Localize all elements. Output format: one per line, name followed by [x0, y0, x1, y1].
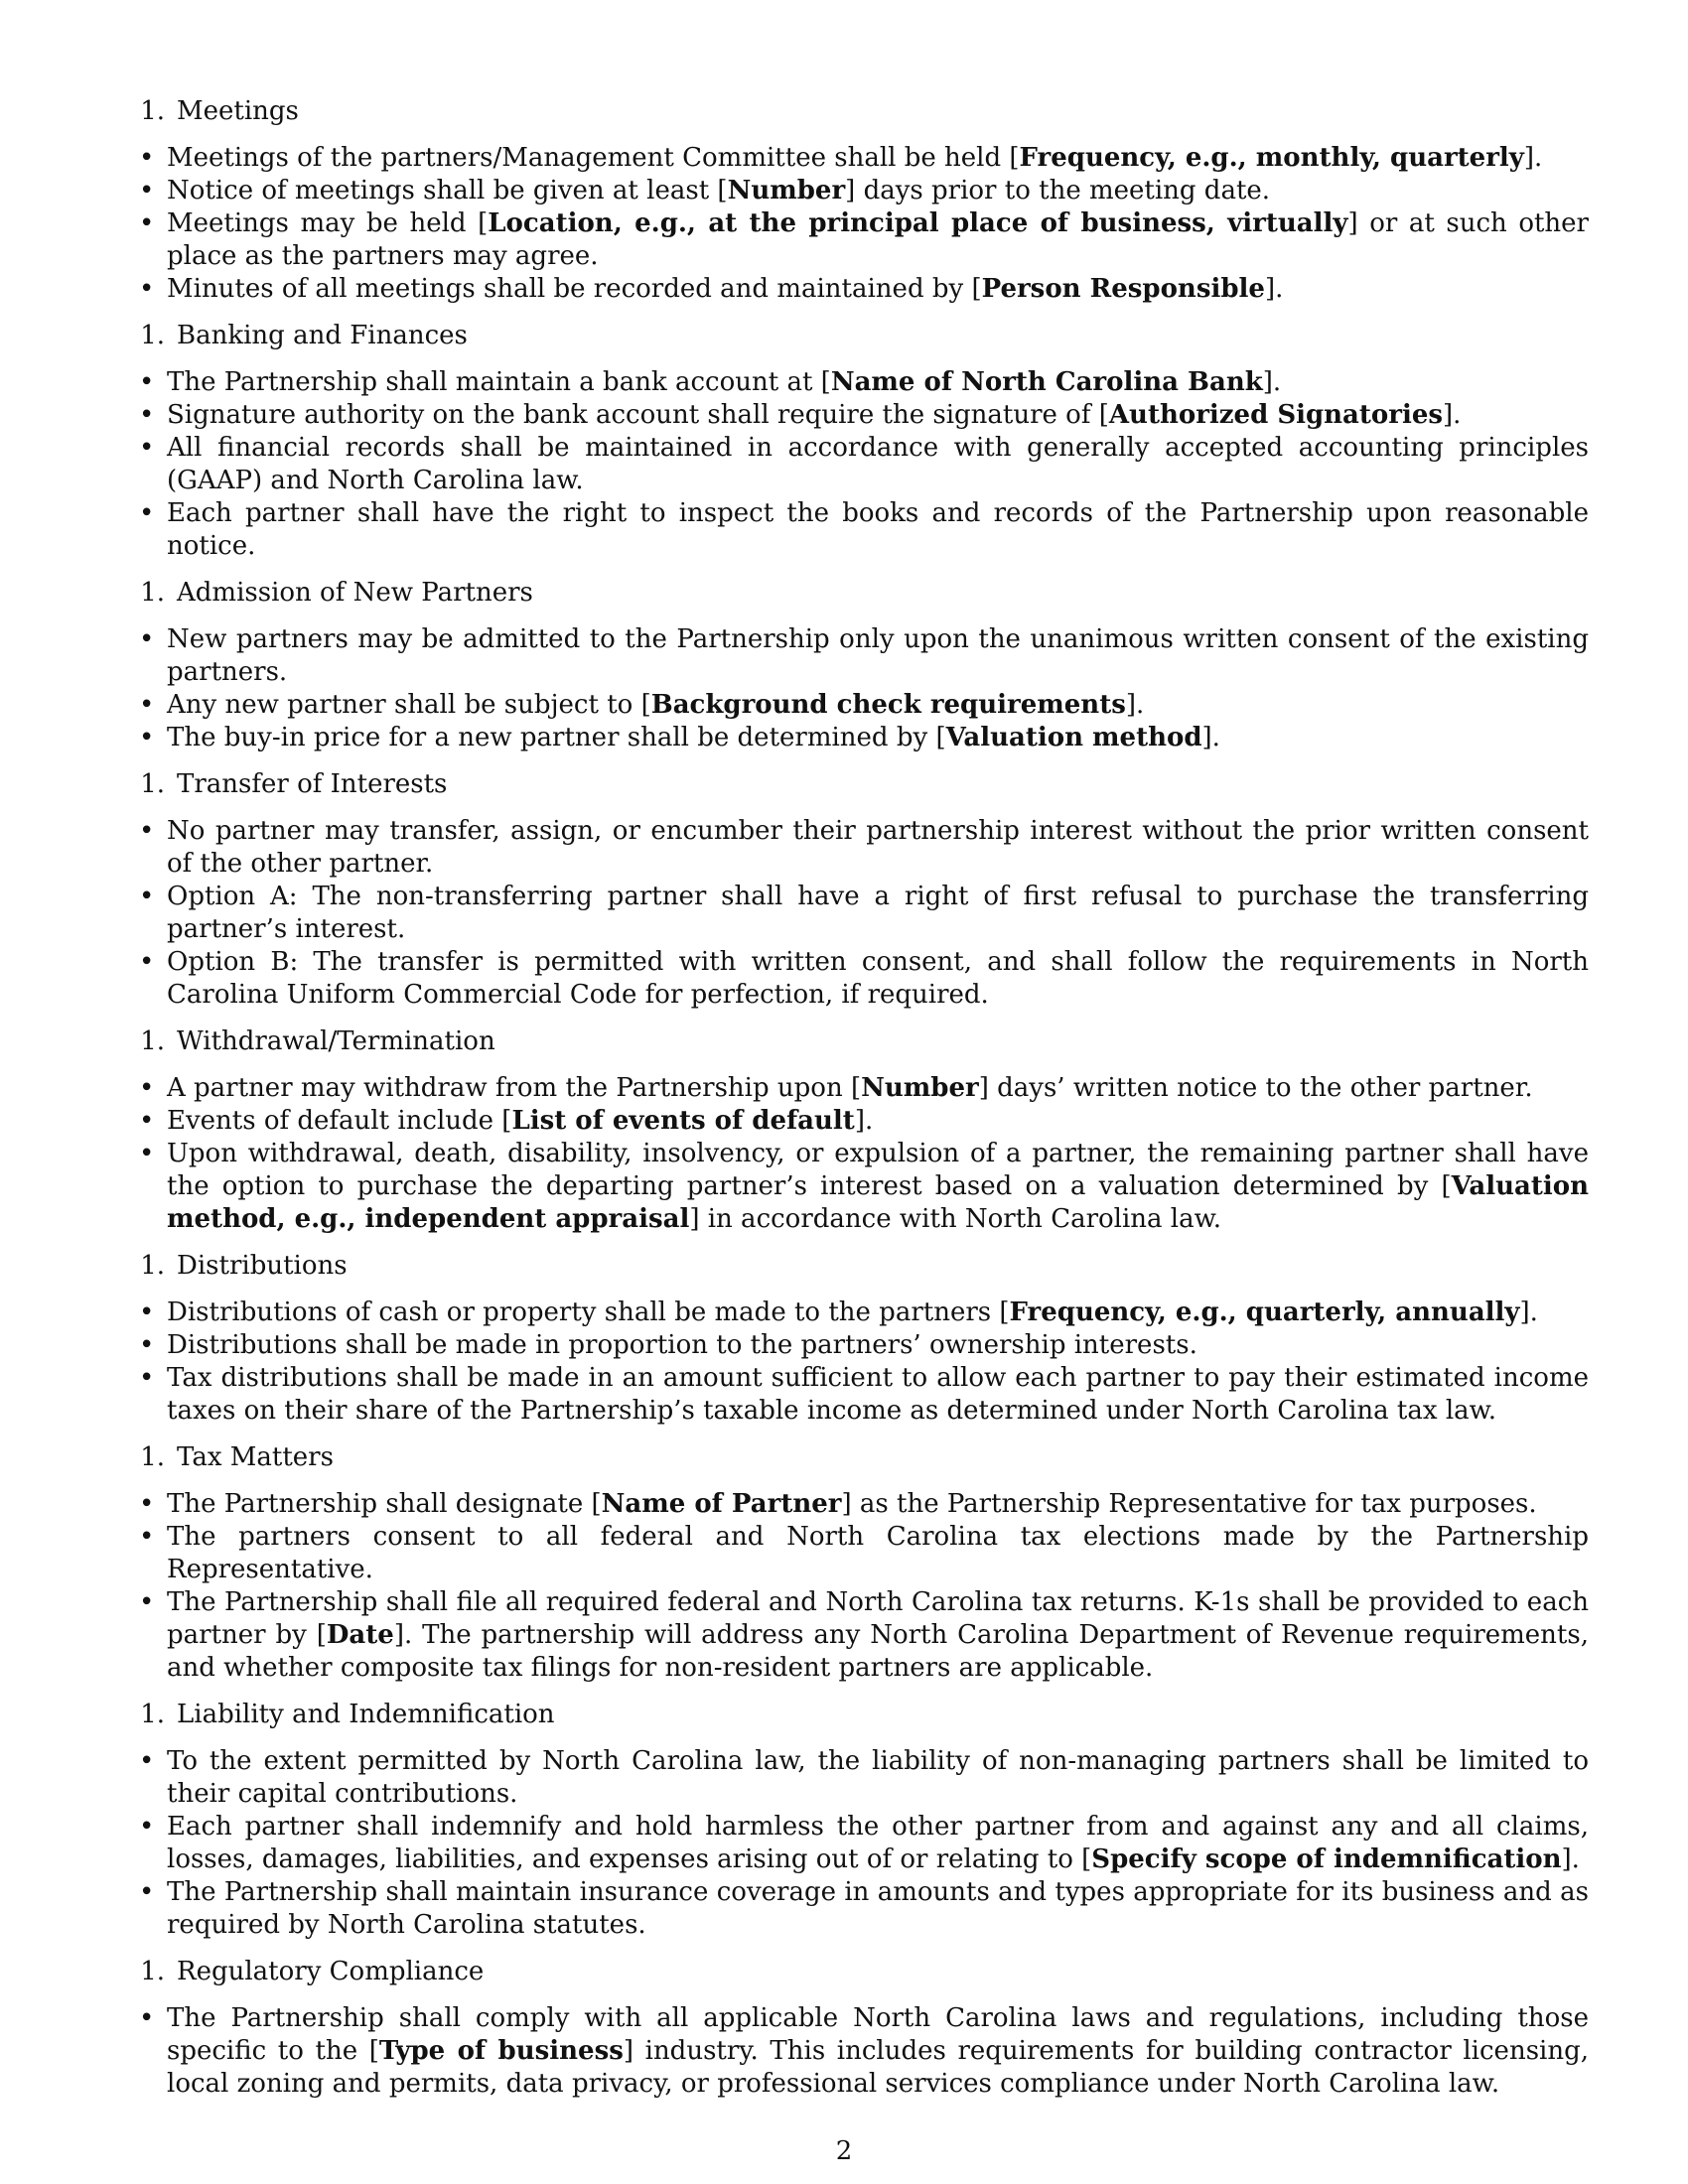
- section-number: 1.: [140, 96, 165, 126]
- list-item: • The partners consent to all federal and North Carolina tax elections made by the Partnership Representative.: [129, 1521, 1589, 1586]
- section-banking-and-finances: [129, 320, 1589, 563]
- bullet-list: [129, 815, 1589, 1012]
- list-item: • Notice of meetings shall be given at least [Number] days prior to the meeting date.: [129, 175, 1589, 207]
- section-title: Admission of New Partners: [177, 578, 533, 608]
- list-item: • Meetings of the partners/Management Committee shall be held [Frequency, e.g., monthly, quarterly].: [129, 142, 1589, 175]
- section-transfer-of-interests: [129, 768, 1589, 1012]
- list-item: • Option A: The non-transferring partner shall have a right of first refusal to purchase the transferring partner’s interest.: [129, 881, 1589, 946]
- section-heading: [129, 1025, 1589, 1058]
- bullet-list: [129, 1488, 1589, 1685]
- section-title: Distributions: [177, 1251, 348, 1281]
- section-number: 1.: [140, 578, 165, 608]
- list-item: • Distributions of cash or property shall be made to the partners [Frequency, e.g., quarterly, annually].: [129, 1297, 1589, 1329]
- section-liability-and-indemnification: [129, 1699, 1589, 1942]
- section-title: Regulatory Compliance: [177, 1957, 485, 1986]
- section-heading: [129, 577, 1589, 610]
- bullet-list: [129, 623, 1589, 754]
- list-item: • Distributions shall be made in proportion to the partners’ ownership interests.: [129, 1329, 1589, 1362]
- section-number: 1.: [140, 1442, 165, 1472]
- list-item: • The Partnership shall comply with all applicable North Carolina laws and regulations, including those specific to the [Type of business] industry. This includes requirements for building contractor licensing, local zoning and permits, data privacy, or professional services compliance under North Carolina law.: [129, 2002, 1589, 2101]
- section-number: 1.: [140, 321, 165, 350]
- list-item: • Events of default include [List of events of default].: [129, 1105, 1589, 1138]
- list-item: • Option B: The transfer is permitted with written consent, and shall follow the requirements in North Carolina Uniform Commercial Code for perfection, if required.: [129, 946, 1589, 1012]
- list-item: • The Partnership shall maintain insurance coverage in amounts and types appropriate for its business and as required by North Carolina statutes.: [129, 1876, 1589, 1942]
- list-item: • Any new partner shall be subject to [Background check requirements].: [129, 689, 1589, 722]
- section-heading: [129, 320, 1589, 352]
- list-item: • Meetings may be held [Location, e.g., at the principal place of business, virtually] or at such other place as the partners may agree.: [129, 207, 1589, 273]
- bullet-list: [129, 366, 1589, 563]
- bullet-list: [129, 142, 1589, 306]
- list-item: • Upon withdrawal, death, disability, insolvency, or expulsion of a partner, the remaining partner shall have the option to purchase the departing partner’s interest based on a valuation determined by [Valuation method, e.g., independent appraisal] in accordance with North Carolina law.: [129, 1138, 1589, 1236]
- section-number: 1.: [140, 1251, 165, 1281]
- list-item: • New partners may be admitted to the Partnership only upon the unanimous written consent of the existing partners.: [129, 623, 1589, 689]
- section-title: Tax Matters: [177, 1442, 334, 1472]
- document-body: [129, 95, 1589, 2115]
- section-distributions: [129, 1250, 1589, 1428]
- page-number: 2: [835, 2136, 853, 2166]
- section-title: Liability and Indemnification: [177, 1700, 555, 1729]
- list-item: • To the extent permitted by North Carolina law, the liability of non-managing partners shall be limited to their capital contributions.: [129, 1745, 1589, 1811]
- section-heading: [129, 1699, 1589, 1731]
- section-heading: [129, 1441, 1589, 1474]
- section-tax-matters: [129, 1441, 1589, 1685]
- bullet-list: [129, 1072, 1589, 1236]
- section-heading: [129, 1956, 1589, 1988]
- section-heading: [129, 1250, 1589, 1283]
- list-item: • No partner may transfer, assign, or encumber their partnership interest without the prior written consent of the other partner.: [129, 815, 1589, 881]
- bullet-list: [129, 1297, 1589, 1428]
- section-title: Meetings: [177, 96, 299, 126]
- section-number: 1.: [140, 1026, 165, 1056]
- list-item: • The Partnership shall maintain a bank account at [Name of North Carolina Bank].: [129, 366, 1589, 399]
- bullet-list: [129, 1745, 1589, 1942]
- list-item: • Minutes of all meetings shall be recorded and maintained by [Person Responsible].: [129, 273, 1589, 306]
- section-heading: [129, 95, 1589, 128]
- list-item: • A partner may withdraw from the Partnership upon [Number] days’ written notice to the other partner.: [129, 1072, 1589, 1105]
- section-regulatory-compliance: [129, 1956, 1589, 2101]
- list-item: • Each partner shall indemnify and hold harmless the other partner from and against any and all claims, losses, damages, liabilities, and expenses arising out of or relating to [Specify scope of indemnification].: [129, 1811, 1589, 1876]
- section-title: Withdrawal/Termination: [177, 1026, 495, 1056]
- list-item: • The Partnership shall designate [Name of Partner] as the Partnership Representative for tax purposes.: [129, 1488, 1589, 1521]
- section-meetings: [129, 95, 1589, 306]
- section-number: 1.: [140, 1957, 165, 1986]
- section-title: Transfer of Interests: [177, 769, 448, 799]
- section-withdrawal-termination: [129, 1025, 1589, 1236]
- section-number: 1.: [140, 769, 165, 799]
- section-admission-of-new-partners: [129, 577, 1589, 754]
- list-item: • The buy-in price for a new partner shall be determined by [Valuation method].: [129, 722, 1589, 754]
- list-item: • Signature authority on the bank account shall require the signature of [Authorized Signatories].: [129, 399, 1589, 432]
- list-item: • The Partnership shall file all required federal and North Carolina tax returns. K-1s shall be provided to each partner by [Date]. The partnership will address any North Carolina Department of Revenue requirements, and whether composite tax filings for non-resident partners are applicable.: [129, 1586, 1589, 1685]
- section-heading: [129, 768, 1589, 801]
- list-item: • All financial records shall be maintained in accordance with generally accepted accounting principles (GAAP) and North Carolina law.: [129, 432, 1589, 497]
- bullet-list: [129, 2002, 1589, 2101]
- section-number: 1.: [140, 1700, 165, 1729]
- list-item: • Each partner shall have the right to inspect the books and records of the Partnership upon reasonable notice.: [129, 497, 1589, 563]
- list-item: • Tax distributions shall be made in an amount sufficient to allow each partner to pay their estimated income taxes on their share of the Partnership’s taxable income as determined under North Carolina tax law.: [129, 1362, 1589, 1428]
- section-title: Banking and Finances: [177, 321, 468, 350]
